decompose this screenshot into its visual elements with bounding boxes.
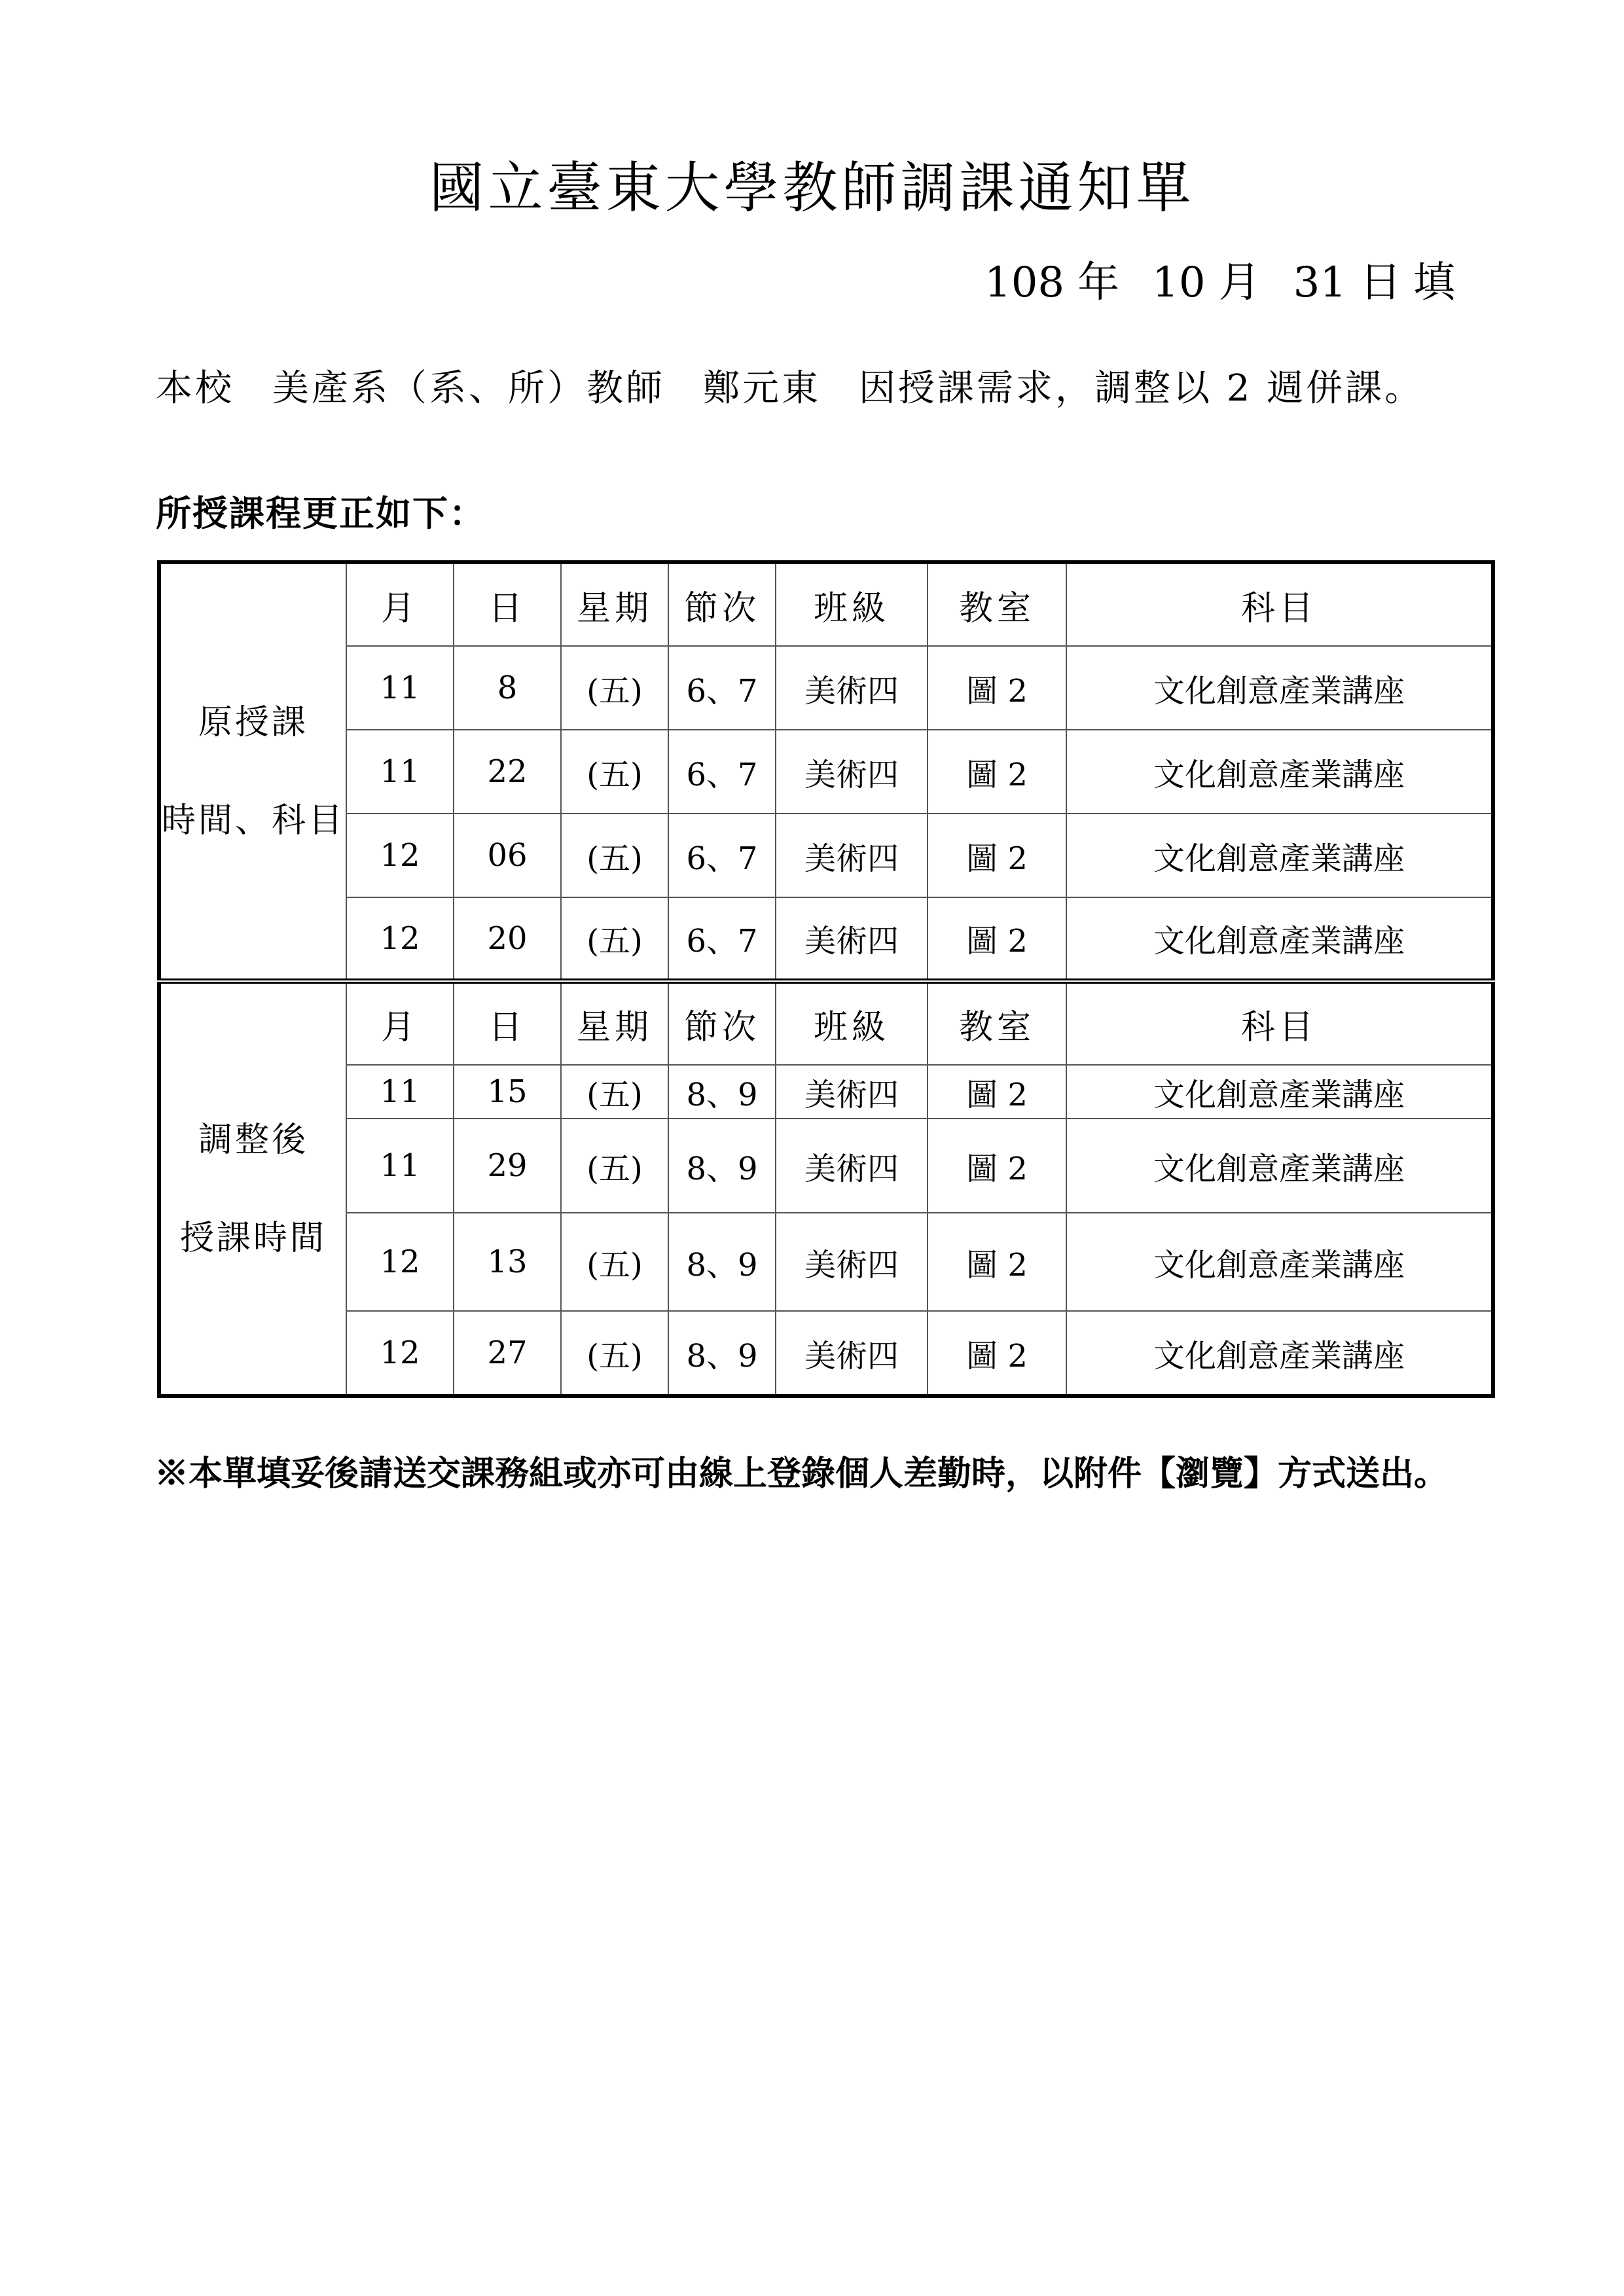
header-month: 月 <box>346 562 454 646</box>
cell-period: 8、9 <box>668 1213 776 1311</box>
cell-classroom: 圖 2 <box>928 814 1066 897</box>
cell-subject: 文化創意產業講座 <box>1066 646 1493 730</box>
table-subheading: 所授課程更正如下： <box>156 492 486 534</box>
fill-date <box>984 257 1455 309</box>
cell-period: 6、7 <box>668 814 776 897</box>
header-class: 班級 <box>776 981 928 1065</box>
cell-classroom: 圖 2 <box>928 646 1066 730</box>
original-section-label: 原授課 時間、科目 <box>159 562 346 981</box>
cell-subject: 文化創意產業講座 <box>1066 1065 1493 1119</box>
cell-month: 11 <box>346 1119 454 1213</box>
cell-period: 8、9 <box>668 1119 776 1213</box>
cell-subject: 文化創意產業講座 <box>1066 814 1493 897</box>
table-row <box>159 1311 1493 1396</box>
cell-day: 22 <box>454 730 561 814</box>
header-class: 班級 <box>776 562 928 646</box>
cell-month: 12 <box>346 1311 454 1396</box>
table-row <box>159 1065 1493 1119</box>
date-fill-label: 填 <box>1413 259 1455 307</box>
cell-classroom: 圖 2 <box>928 1311 1066 1396</box>
cell-subject: 文化創意產業講座 <box>1066 730 1493 814</box>
header-day: 日 <box>454 981 561 1065</box>
cell-month: 12 <box>346 897 454 981</box>
date-year: 108 <box>984 259 1065 307</box>
cell-month: 12 <box>346 814 454 897</box>
date-day: 31 <box>1293 259 1346 307</box>
cell-day: 06 <box>454 814 561 897</box>
header-period: 節次 <box>668 562 776 646</box>
header-weekday: 星期 <box>561 562 668 646</box>
table-row <box>159 730 1493 814</box>
cell-subject: 文化創意產業講座 <box>1066 1119 1493 1213</box>
footnote: ※本單填妥後請送交課務組或亦可由線上登錄個人差勤時，以附件【瀏覽】方式送出。 <box>154 1454 1449 1494</box>
cell-period: 8、9 <box>668 1065 776 1119</box>
cell-day: 29 <box>454 1119 561 1213</box>
intro-school: 本校 <box>156 367 234 410</box>
cell-class: 美術四 <box>776 1311 928 1396</box>
cell-day: 15 <box>454 1065 561 1119</box>
intro-sentence <box>156 364 1424 414</box>
table-row <box>159 814 1493 897</box>
intro-department: 美產系（系、所）教師 <box>272 367 665 410</box>
cell-classroom: 圖 2 <box>928 1065 1066 1119</box>
header-classroom: 教室 <box>928 562 1066 646</box>
cell-class: 美術四 <box>776 730 928 814</box>
intro-teacher: 鄭元東 <box>703 367 821 410</box>
header-subject: 科目 <box>1066 562 1493 646</box>
table-row <box>159 646 1493 730</box>
cell-period: 6、7 <box>668 897 776 981</box>
cell-month: 12 <box>346 1213 454 1311</box>
cell-day: 20 <box>454 897 561 981</box>
intro-reason: 因授課需求，調整以 2 週併課。 <box>859 367 1424 410</box>
cell-subject: 文化創意產業講座 <box>1066 1213 1493 1311</box>
cell-class: 美術四 <box>776 646 928 730</box>
cell-class: 美術四 <box>776 1065 928 1119</box>
cell-period: 6、7 <box>668 730 776 814</box>
table-row <box>159 897 1493 981</box>
cell-class: 美術四 <box>776 814 928 897</box>
header-classroom: 教室 <box>928 981 1066 1065</box>
document-title: 國立臺東大學教師調課通知單 <box>429 156 1195 220</box>
header-period: 節次 <box>668 981 776 1065</box>
cell-day: 27 <box>454 1311 561 1396</box>
cell-classroom: 圖 2 <box>928 897 1066 981</box>
cell-class: 美術四 <box>776 1213 928 1311</box>
cell-weekday: (五) <box>561 1213 668 1311</box>
cell-month: 11 <box>346 646 454 730</box>
cell-period: 6、7 <box>668 646 776 730</box>
cell-class: 美術四 <box>776 1119 928 1213</box>
header-subject: 科目 <box>1066 981 1493 1065</box>
cell-classroom: 圖 2 <box>928 730 1066 814</box>
cell-weekday: (五) <box>561 646 668 730</box>
adjusted-section-label: 調整後 授課時間 <box>159 981 346 1396</box>
cell-day: 8 <box>454 646 561 730</box>
table-row <box>159 1119 1493 1213</box>
cell-day: 13 <box>454 1213 561 1311</box>
cell-weekday: (五) <box>561 1119 668 1213</box>
date-month: 10 <box>1152 259 1206 307</box>
cell-classroom: 圖 2 <box>928 1213 1066 1311</box>
date-month-unit: 月 <box>1218 259 1261 307</box>
cell-weekday: (五) <box>561 1311 668 1396</box>
date-day-unit: 日 <box>1360 259 1401 307</box>
cell-period: 8、9 <box>668 1311 776 1396</box>
cell-weekday: (五) <box>561 814 668 897</box>
table-row <box>159 1213 1493 1311</box>
cell-weekday: (五) <box>561 730 668 814</box>
cell-month: 11 <box>346 730 454 814</box>
cell-weekday: (五) <box>561 1065 668 1119</box>
date-year-unit: 年 <box>1077 259 1120 307</box>
header-weekday: 星期 <box>561 981 668 1065</box>
header-month: 月 <box>346 981 454 1065</box>
cell-class: 美術四 <box>776 897 928 981</box>
cell-month: 11 <box>346 1065 454 1119</box>
adjusted-header-row <box>159 981 1493 1065</box>
original-header-row <box>159 562 1493 646</box>
header-day: 日 <box>454 562 561 646</box>
cell-classroom: 圖 2 <box>928 1119 1066 1213</box>
cell-weekday: (五) <box>561 897 668 981</box>
cell-subject: 文化創意產業講座 <box>1066 1311 1493 1396</box>
schedule-table <box>157 560 1495 1398</box>
cell-subject: 文化創意產業講座 <box>1066 897 1493 981</box>
